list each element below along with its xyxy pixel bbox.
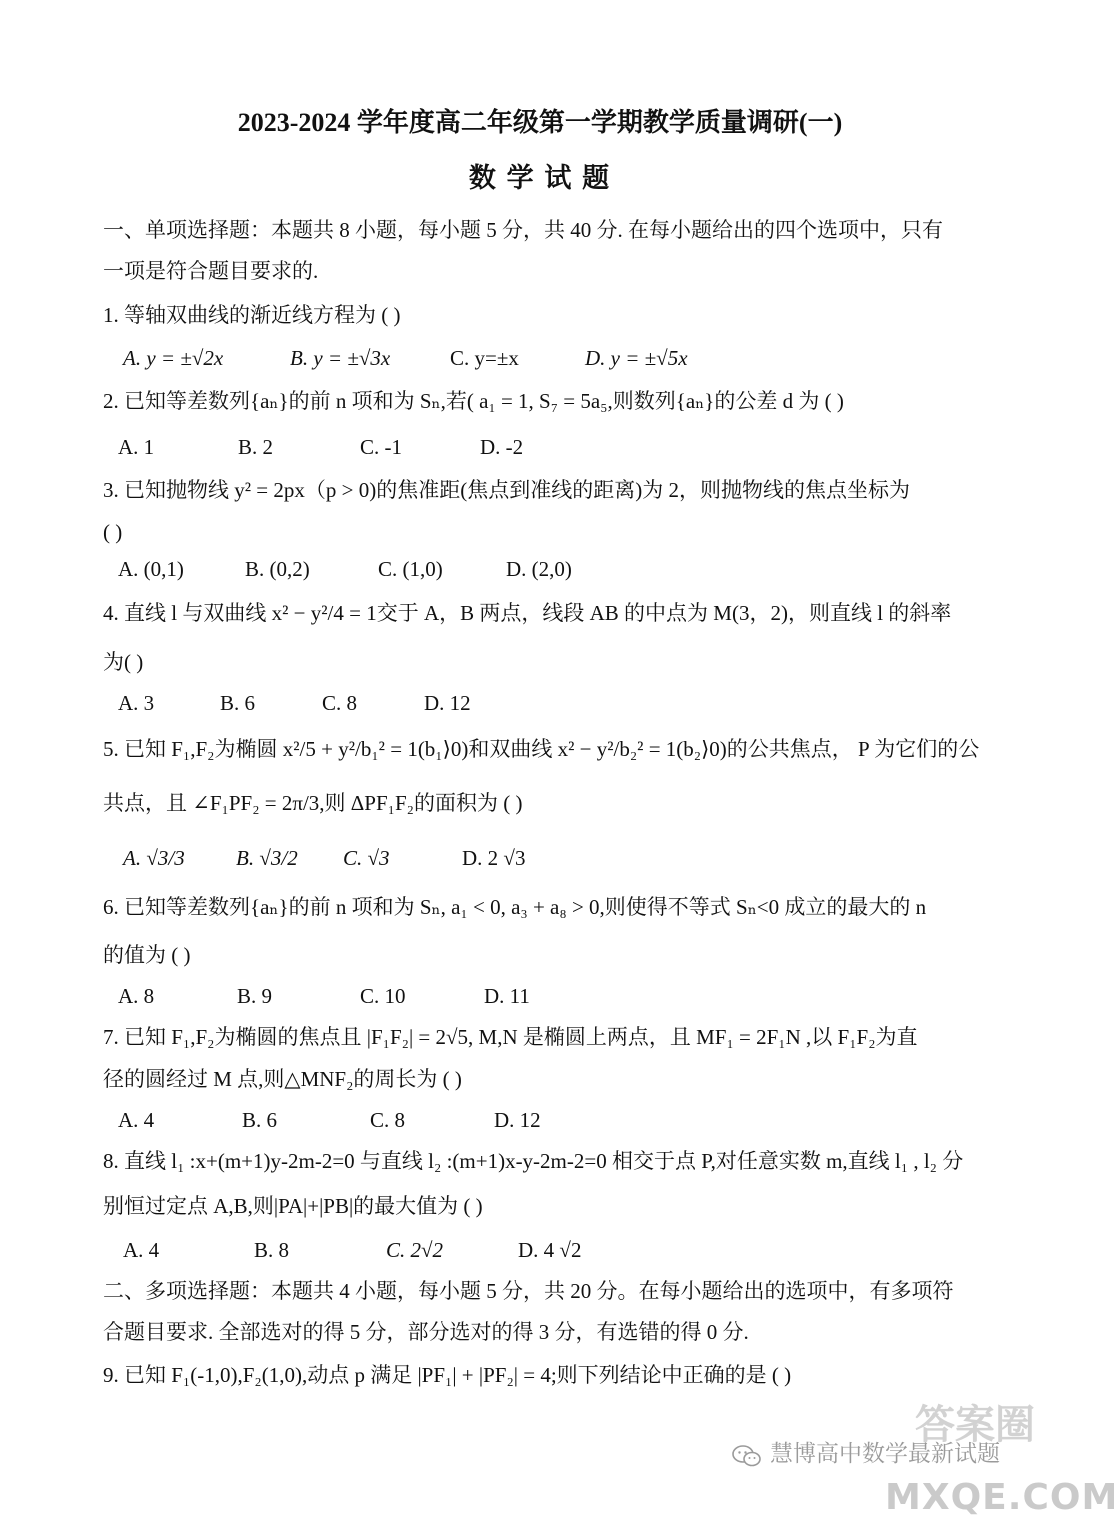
q6-option-d: D. 11 <box>484 984 530 1008</box>
q8-option-a: A. 4 <box>123 1238 160 1262</box>
watermark-logo-top: 答案圈 <box>915 1402 1035 1448</box>
q7-stem-line2: 径的圆经过 M 点,则△MNF₂的周长为 ( ) <box>103 1067 462 1091</box>
section1-intro-line2: 一项是符合题目要求的. <box>103 259 319 283</box>
section2-intro-line1: 二、多项选择题：本题共 4 小题，每小题 5 分，共 20 分。在每小题给出的选项中，有多项符 <box>103 1279 954 1303</box>
q5-stem-line2: 共点，且 ∠F₁PF₂ = 2π/3,则 ΔPF₁F₂的面积为 ( ) <box>103 791 523 815</box>
q4-option-c: C. 8 <box>322 691 358 715</box>
q8-option-c: C. 2√2 <box>386 1238 444 1262</box>
q6-stem-line1: 6. 已知等差数列{aₙ}的前 n 项和为 Sₙ, a₁ < 0, a₃ + a₈ > 0,则使得不等式 Sₙ<0 成立的最大的 n <box>103 895 927 919</box>
q5-option-a: A. √3/3 <box>123 846 185 870</box>
q7-stem-line1: 7. 已知 F₁,F₂为椭圆的焦点且 |F₁F₂| = 2√5, M,N 是椭圆上两点，且 MF₁ = 2F₁N ,以 F₁F₂为直 <box>103 1025 918 1049</box>
q8-stem-line1: 8. 直线 l₁ :x+(m+1)y-2m-2=0 与直线 l₂ :(m+1)x-y-2m-2=0 相交于点 P,对任意实数 m,直线 l₁ , l₂ 分 <box>103 1149 964 1173</box>
exam-subtitle: 数 学 试 题 <box>468 163 612 193</box>
q1-option-b: B. y = ±√3x <box>290 346 391 370</box>
q3-stem-line1: 3. 已知抛物线 y² = 2px（p > 0)的焦准距(焦点到准线的距离)为 2，则抛物线的焦点坐标为 <box>103 478 910 502</box>
q4-stem-line1: 4. 直线 l 与双曲线 x² − y²/4 = 1交于 A，B 两点，线段 AB 的中点为 M(3，2)，则直线 l 的斜率 <box>103 601 952 625</box>
q5-option-d: D. 2 √3 <box>462 846 526 870</box>
q2-option-d: D. -2 <box>480 435 524 459</box>
q2-option-a: A. 1 <box>118 435 155 459</box>
q3-option-a: A. (0,1) <box>118 557 184 581</box>
q4-option-a: A. 3 <box>118 691 155 715</box>
q2-option-c: C. -1 <box>360 435 402 459</box>
q6-option-c: C. 10 <box>360 984 406 1008</box>
wechat-icon <box>732 1444 762 1468</box>
q6-option-a: A. 8 <box>118 984 155 1008</box>
q1-option-a: A. y = ±√2x <box>123 346 224 370</box>
q3-option-b: B. (0,2) <box>245 557 310 581</box>
q6-option-b: B. 9 <box>237 984 273 1008</box>
q3-stem-line2: ( ) <box>103 520 123 544</box>
watermark-account: 慧博高中数学最新试题 <box>770 1441 1000 1467</box>
q6-stem-line2: 的值为 ( ) <box>103 943 191 967</box>
q4-option-b: B. 6 <box>220 691 256 715</box>
q1-option-c: C. y=±x <box>450 346 519 370</box>
q8-option-b: B. 8 <box>254 1238 290 1262</box>
q8-stem-line2: 别恒过定点 A,B,则|PA|+|PB|的最大值为 ( ) <box>103 1194 483 1218</box>
q4-stem-line2: 为( ) <box>103 650 144 674</box>
q2-option-b: B. 2 <box>238 435 274 459</box>
q4-option-d: D. 12 <box>424 691 471 715</box>
section2-intro-line2: 合题目要求. 全部选对的得 5 分，部分选对的得 3 分，有选错的得 0 分. <box>103 1320 749 1344</box>
q3-option-c: C. (1,0) <box>378 557 443 581</box>
q3-option-d: D. (2,0) <box>506 557 572 581</box>
q8-option-d: D. 4 √2 <box>518 1238 582 1262</box>
q9-stem: 9. 已知 F₁(-1,0),F₂(1,0),动点 p 满足 |PF₁| + |PF₂| = 4;则下列结论中正确的是 ( ) <box>103 1363 792 1387</box>
q7-option-d: D. 12 <box>494 1108 541 1132</box>
watermark-logo-text: MXQE.COM <box>885 1477 1118 1518</box>
section1-intro-line1: 一、单项选择题：本题共 8 小题，每小题 5 分，共 40 分. 在每小题给出的四个选项中，只有 <box>103 218 943 242</box>
q5-option-c: C. √3 <box>343 846 390 870</box>
q5-stem-line1: 5. 已知 F₁,F₂为椭圆 x²/5 + y²/b₁² = 1(b₁⟩0)和双曲线 x² − y²/b₂² = 1(b₂⟩0)的公共焦点， P 为它们的公 <box>103 737 980 761</box>
q7-option-b: B. 6 <box>242 1108 278 1132</box>
q7-option-a: A. 4 <box>118 1108 155 1132</box>
q7-option-c: C. 8 <box>370 1108 406 1132</box>
q2-stem: 2. 已知等差数列{aₙ}的前 n 项和为 Sₙ,若( a₁ = 1, S₇ = 5a₅,则数列{aₙ}的公差 d 为 ( ) <box>103 389 844 413</box>
q1-option-d: D. y = ±√5x <box>585 346 688 370</box>
q5-option-b: B. √3/2 <box>236 846 298 870</box>
q1-stem: 1. 等轴双曲线的渐近线方程为 ( ) <box>103 303 401 327</box>
exam-title: 2023-2024 学年度高二年级第一学期教学质量调研(一) <box>237 108 843 137</box>
